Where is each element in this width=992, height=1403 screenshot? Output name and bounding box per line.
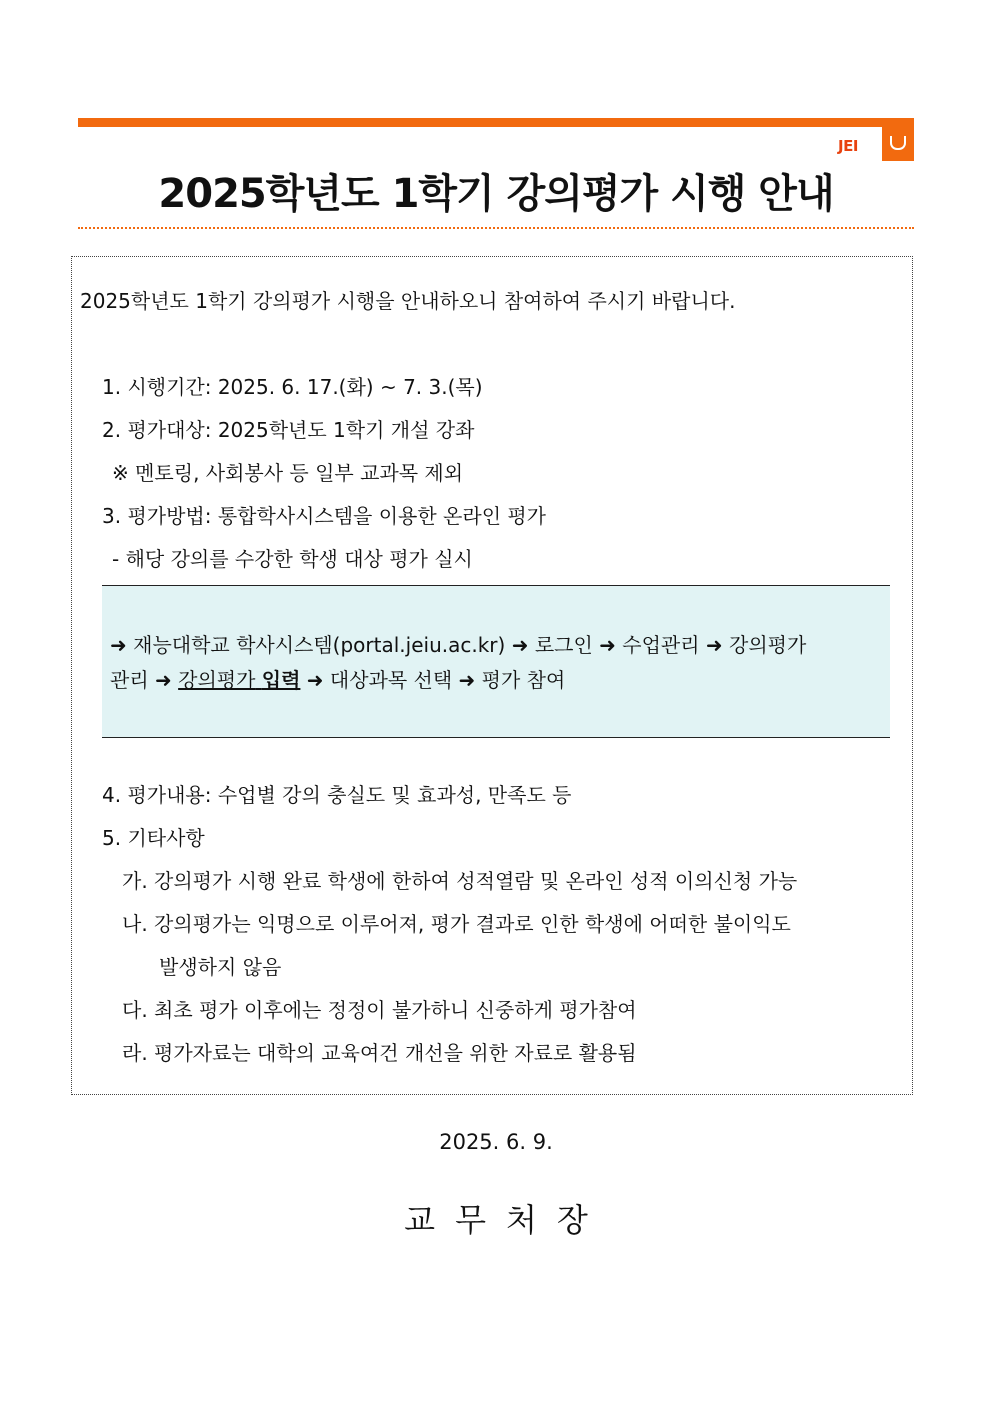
arrow-icon: ➜	[458, 668, 476, 692]
intro-text: 2025학년도 1학기 강의평가 시행을 안내하오니 참여하여 주시기 바랍니다.	[80, 289, 736, 313]
path-step-login: 로그인	[534, 633, 593, 657]
item-method: 3. 평가방법: 통합학사시스템을 이용한 온라인 평가	[102, 504, 547, 528]
item-target: 2. 평가대상: 2025학년도 1학기 개설 강좌	[102, 418, 475, 442]
notice-date: 2025. 6. 9.	[439, 1130, 553, 1154]
path-step-class-mgmt: 수업관리	[622, 633, 700, 657]
logo-text: JEI	[838, 137, 858, 155]
etc-da: 다. 최초 평가 이후에는 정정이 불가하니 신중하게 평가참여	[122, 998, 637, 1022]
arrow-icon: ➜	[705, 633, 723, 657]
university-logo	[838, 127, 914, 161]
path-step-participate: 평가 참여	[481, 668, 566, 692]
path-step-eval-mgmt: 강의평가	[729, 633, 807, 657]
etc-na-cont: 발생하지 않음	[159, 955, 282, 979]
path-step-select-course: 대상과목 선택	[329, 668, 453, 692]
arrow-icon: ➜	[511, 633, 529, 657]
access-path-box	[102, 585, 890, 738]
item-method-note: - 해당 강의를 수강한 학생 대상 평가 실시	[112, 547, 473, 571]
access-path-line-1	[110, 629, 806, 658]
arrow-icon: ➜	[155, 668, 172, 692]
header-accent-bar	[78, 118, 914, 127]
access-path-line-2	[110, 664, 565, 693]
item-content: 4. 평가내용: 수업별 강의 충실도 및 효과성, 만족도 등	[102, 783, 572, 807]
arrow-icon: ➜	[110, 633, 127, 657]
title-divider	[78, 227, 914, 229]
etc-ga: 가. 강의평가 시행 완료 학생에 한하여 성적열람 및 온라인 성적 이의신청 가능	[122, 869, 798, 893]
path-step-portal: 재능대학교 학사시스템(portal.jeiu.ac.kr)	[133, 633, 506, 657]
etc-na: 나. 강의평가는 익명으로 이루어져, 평가 결과로 인한 학생에 어떠한 불이익도	[122, 912, 791, 936]
logo-u-mark-icon	[882, 127, 914, 161]
arrow-icon: ➜	[306, 668, 324, 692]
page-title: 2025학년도 1학기 강의평가 시행 안내	[158, 171, 834, 217]
path-step-eval-input: 강의평가 입력	[178, 668, 301, 692]
item-target-note: ※ 멘토링, 사회봉사 등 일부 교과목 제외	[112, 461, 464, 485]
path-step-eval-mgmt-cont: 관리	[110, 668, 149, 692]
item-etc: 5. 기타사항	[102, 826, 205, 850]
issuer-signature: 교무처장	[404, 1201, 608, 1239]
etc-ra: 라. 평가자료는 대학의 교육여건 개선을 위한 자료로 활용됨	[122, 1041, 637, 1065]
arrow-icon: ➜	[599, 633, 616, 657]
item-period: 1. 시행기간: 2025. 6. 17.(화) ~ 7. 3.(목)	[102, 375, 483, 399]
